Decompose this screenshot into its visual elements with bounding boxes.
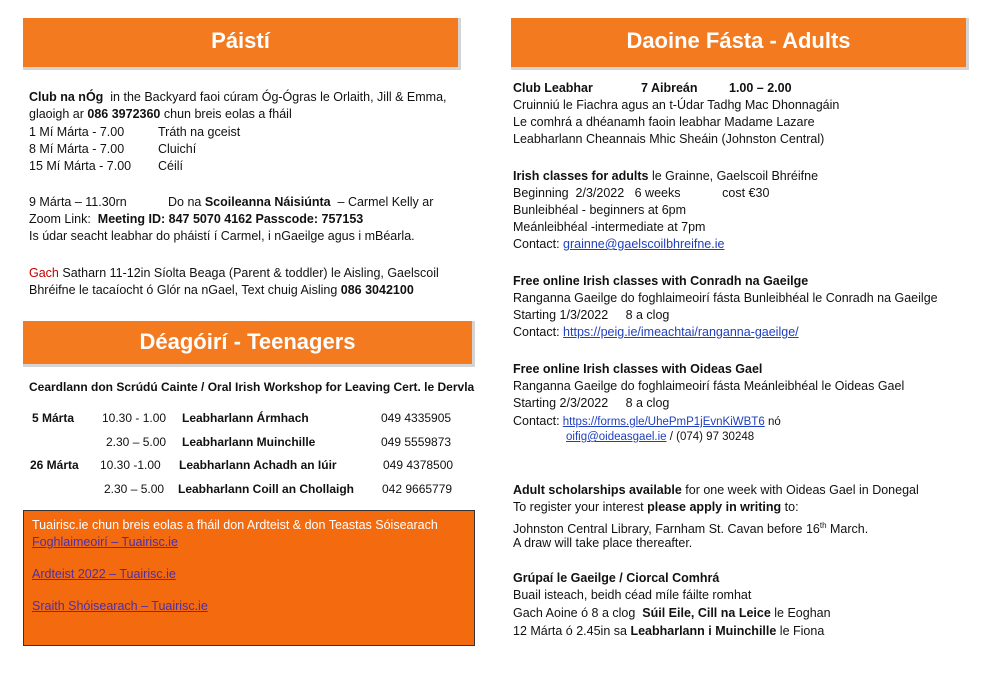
row-time: 2.30 – 5.00 [104, 482, 165, 496]
tuairisc-intro: Tuairisc.ie chun breis eolas a fháil don Ardteist & don Teastas Sóisearach [32, 518, 438, 532]
peig-link[interactable]: https://peig.ie/imeachtai/ranganna-gaeilge/ [563, 325, 799, 339]
club-info: chun breis eolas a fháil [163, 107, 292, 121]
date-label: 8 Mí Márta - 7.00 [29, 142, 125, 156]
grupai-line-3 [513, 623, 824, 640]
row-place: Leabharlann Muinchille [182, 435, 316, 449]
event-label: Cluichí [158, 142, 197, 156]
book-club-time: 1.00 – 2.00 [729, 81, 792, 95]
teen-header: Déagóirí - Teenagers [23, 321, 475, 367]
tuairisc-link-ardteist[interactable]: Ardteist 2022 – Tuairisc.ie [32, 567, 176, 581]
irish-classes-heading [513, 168, 818, 185]
row-phone: 049 4378500 [383, 458, 454, 472]
contact-label: Contact: [513, 325, 560, 339]
grupai-line-2 [513, 605, 831, 622]
row-date: 5 Márta [32, 411, 75, 425]
paisti-header: Páistí [23, 18, 461, 70]
tuairisc-link-sraith[interactable]: Sraith Shóisearach – Tuairisc.ie [32, 599, 208, 613]
zoom-date: 9 Márta – 11.30rn [29, 195, 127, 209]
club-date-3 [29, 158, 183, 175]
oideas-heading: Free online Irish classes with Oideas Gael [513, 362, 763, 376]
oideas-or: nó [767, 416, 781, 428]
zoom-desc: Is údar seacht leabhar do pháistí í Carmel, i nGaeilge agus i mBéarla. [29, 229, 415, 243]
zoom-schools: Scoileanna Náisiúnta [204, 195, 331, 209]
date-suffix: th [819, 521, 827, 530]
grupai-line-1: Buail isteach, beidh céad míle fáilte romhat [513, 588, 752, 602]
book-club-line: Cruinniú le Fiachra agus an t-Údar Tadhg Mac Dhonnagáin [513, 98, 840, 112]
event-label: Céilí [158, 159, 184, 173]
club-date-1 [29, 124, 240, 141]
scholarships-month: March. [826, 522, 869, 537]
row-phone: 049 5559873 [381, 435, 452, 449]
contact-label: Contact: [513, 414, 560, 428]
grupai-heading: Grúpaí le Gaeilge / Ciorcal Comhrá [513, 571, 720, 585]
grainne-email-link[interactable]: grainne@gaelscoilbhreifne.ie [563, 237, 725, 251]
scholarships-title: Adult scholarships available [513, 483, 682, 497]
workshop-title: Ceardlann don Scrúdú Cainte / Oral Irish Workshop for Leaving Cert. le Dervla [29, 380, 475, 394]
club-desc: in the Backyard faoi cúram Óg-Ógras le Orlaith, Jill & Emma, [110, 90, 447, 104]
contact-label: Contact: [513, 237, 560, 251]
oideas-phone: / (074) 97 30248 [666, 431, 755, 443]
saturday-desc: Satharn 11-12in Síolta Beaga (Parent & toddler) le Aisling, Gaelscoil [62, 266, 439, 280]
date-label: 15 Mí Márta - 7.00 [29, 159, 132, 173]
grupai-venue-2: Leabharlann i Muinchille [630, 624, 777, 638]
row-phone: 049 4335905 [381, 411, 452, 425]
irish-classes-title: Irish classes for adults [513, 169, 649, 183]
grupai-host-2: le Fiona [779, 624, 825, 638]
scholarships-apply: please apply in writing [647, 500, 782, 514]
grupai-host-1: le Eoghan [774, 606, 831, 620]
scholarships-line-3: A draw will take place thereafter. [513, 536, 693, 550]
conradh-line-2: Starting 1/3/2022 8 a clog [513, 308, 670, 322]
row-time: 10.30 - 1.00 [102, 411, 167, 425]
saturday-line-1 [29, 265, 439, 282]
book-club-heading [513, 80, 792, 97]
saturday-line-2 [29, 282, 414, 299]
scholarships-heading [513, 482, 919, 499]
club-line-1 [29, 89, 447, 106]
conradh-line-1: Ranganna Gaeilge do foghlaimeoirí fásta Bunleibhéal le Conradh na Gaeilge [513, 291, 938, 305]
event-label: Tráth na gceist [158, 125, 241, 139]
oideas-forms-link[interactable]: https://forms.gle/UhePmP1jEvnKiWBT6 [562, 416, 765, 428]
zoom-line-2 [29, 211, 363, 228]
scholarships-address: Johnston Central Library, Farnham St. Cavan before 16 [513, 522, 820, 537]
club-phone: 086 3972360 [87, 107, 161, 121]
row-place: Leabharlann Achadh an Iúir [179, 458, 337, 472]
row-time: 10.30 -1.00 [100, 458, 161, 472]
oideas-email-link[interactable]: oifig@oideasgael.ie [566, 431, 667, 443]
club-call-label: glaoigh ar [29, 107, 84, 121]
book-club-line: Leabharlann Cheannais Mhic Sheáin (Johnston Central) [513, 132, 825, 146]
irish-classes-beginning: Beginning 2/3/2022 6 weeks cost €30 [513, 186, 770, 200]
club-name: Club na nÓg [29, 90, 104, 104]
book-club-name: Club Leabhar [513, 81, 593, 95]
row-time: 2.30 – 5.00 [106, 435, 167, 449]
book-club-date: 7 Aibreán [641, 81, 698, 95]
saturday-phone: 086 3042100 [340, 283, 414, 297]
zoom-meeting-id: Meeting ID: 847 5070 4162 Passcode: 757153 [97, 212, 364, 226]
scholarships-to: to: [784, 500, 799, 514]
club-date-2 [29, 141, 196, 158]
date-label: 1 Mí Márta - 7.00 [29, 125, 125, 139]
irish-classes-level-1: Bunleibhéal - beginners at 6pm [513, 203, 687, 217]
oideas-line-1: Ranganna Gaeilge do foghlaimeoirí fásta Meánleibhéal le Oideas Gael [513, 379, 905, 393]
conradh-heading: Free online Irish classes with Conradh na Gaeilge [513, 274, 809, 288]
scholarships-register: To register your interest [513, 500, 644, 514]
scholarships-line-1 [513, 499, 799, 516]
zoom-line-1 [29, 194, 433, 211]
oideas-line-2: Starting 2/3/2022 8 a clog [513, 396, 670, 410]
conradh-contact [513, 324, 799, 341]
row-place: Leabharlann Ármhach [182, 411, 309, 425]
tuairisc-box [23, 510, 475, 646]
row-phone: 042 9665779 [382, 482, 453, 496]
grupai-friday: Gach Aoine ó 8 a clog [513, 606, 636, 620]
oideas-email-line [566, 429, 754, 446]
adults-header: Daoine Fásta - Adults [511, 18, 969, 70]
book-club-line: Le comhrá a dhéanamh faoin leabhar Madame Lazare [513, 115, 815, 129]
zoom-link-label: Zoom Link: [29, 212, 91, 226]
row-place: Leabharlann Coill an Chollaigh [178, 482, 355, 496]
grupai-venue-1: Súil Eile, Cill na Leice [642, 606, 771, 620]
zoom-do: Do na [168, 195, 202, 209]
saturday-desc-2: Bhréifne le tacaíocht ó Glór na nGael, Text chuig Aisling [29, 283, 338, 297]
row-date: 26 Márta [30, 458, 79, 472]
zoom-author: – Carmel Kelly ar [337, 195, 434, 209]
scholarships-desc: for one week with Oideas Gael in Donegal [685, 483, 919, 497]
club-line-2 [29, 106, 292, 123]
irish-classes-teacher: le Grainne, Gaelscoil Bhréifne [651, 169, 819, 183]
tuairisc-link-foghlaimeoiri[interactable]: Foghlaimeoirí – Tuairisc.ie [32, 535, 178, 549]
irish-classes-level-2: Meánleibhéal -intermediate at 7pm [513, 220, 706, 234]
grupai-march: 12 Márta ó 2.45in sa [513, 624, 627, 638]
saturday-red-word: Gach [29, 266, 59, 280]
irish-classes-contact [513, 236, 724, 253]
